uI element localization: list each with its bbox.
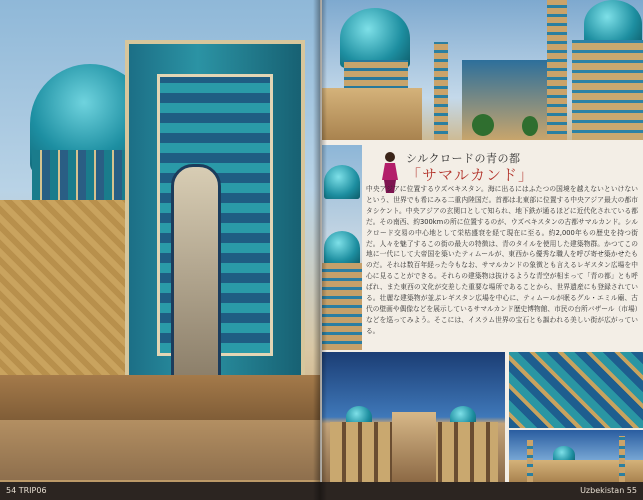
mausoleum-base bbox=[0, 375, 320, 425]
building-block bbox=[322, 263, 362, 350]
tiled-portal bbox=[125, 40, 305, 390]
minaret bbox=[527, 440, 533, 482]
article-body: 中央アジアに位置するウズベキスタン。海に出るにはふたつの国境を越えないといけないという、世界でも希にみる二重内陸国だ。首都は北東部に位置する中央アジア最大の都市タシケント。中央アジアの玄関口として知られ、地下鉄が通るほどに近代化されている都だ。その南西、約300kmの所に位置するのが、ウズベキスタンの古都サマルカンド。シルクロード交易の中心地として栄枯盛衰を経て現在に至る。約2,000年もの歴史を持つ街だ。人々を魅了するこの街の最大の特徴は、青のタイルを使用した建築物群。かつてこの地に一代にして大帝国を築いたティムールが、東西から優秀な職人を呼び寄せ築かせたものだ。それは数百年経った今もなお、サマルカンドの象徴とも言えるレギスタン広場を中心に見ることができる。それらの建築物は抜けるような青空が相まって「青の都」とも呼ばれ、また東西の文化が交差した重要な場所であることから、世界遺産にも登録されている。壮麗な建築物が並ぶレギスタン広場を中心に、ティムールが眠るグル・エミル廟、古代の壁画や偶像などを展示しているサマルカンド歴史博物館、市民の台所バザール（市場）などを巡ってみよう。そこには、イスラム世界の宝石とも謳われる美しい街が広がっている。 bbox=[366, 185, 638, 335]
right-folio: Uzbekistan 55 bbox=[320, 482, 643, 500]
article-heading: シルクロードの青の都 bbox=[406, 152, 521, 165]
dome-shape bbox=[324, 165, 360, 199]
left-page bbox=[0, 0, 320, 500]
minaret bbox=[547, 0, 567, 140]
dome-shape bbox=[324, 231, 360, 265]
minaret bbox=[619, 436, 625, 482]
right-page bbox=[320, 0, 643, 500]
building-block bbox=[322, 88, 422, 140]
tile-mosaic-photo bbox=[509, 352, 643, 428]
blue-dome-photo bbox=[322, 145, 362, 350]
brick-wall bbox=[0, 200, 140, 375]
tree bbox=[472, 114, 494, 136]
registan-photo bbox=[322, 0, 643, 140]
minaret bbox=[434, 42, 448, 140]
portal-arch bbox=[171, 164, 221, 380]
dome-shape bbox=[340, 8, 410, 68]
article-title: 「サマルカンド」 bbox=[406, 166, 535, 184]
courtyard-photo bbox=[322, 352, 505, 482]
article-text-box bbox=[366, 146, 643, 351]
left-folio: 54 TRIP06 bbox=[0, 482, 320, 500]
building-block bbox=[572, 40, 643, 140]
mausoleum-photo bbox=[0, 0, 320, 500]
stone-ground bbox=[0, 420, 320, 480]
building-block bbox=[392, 412, 436, 482]
tree bbox=[522, 116, 538, 136]
registan-square-photo bbox=[509, 430, 643, 482]
